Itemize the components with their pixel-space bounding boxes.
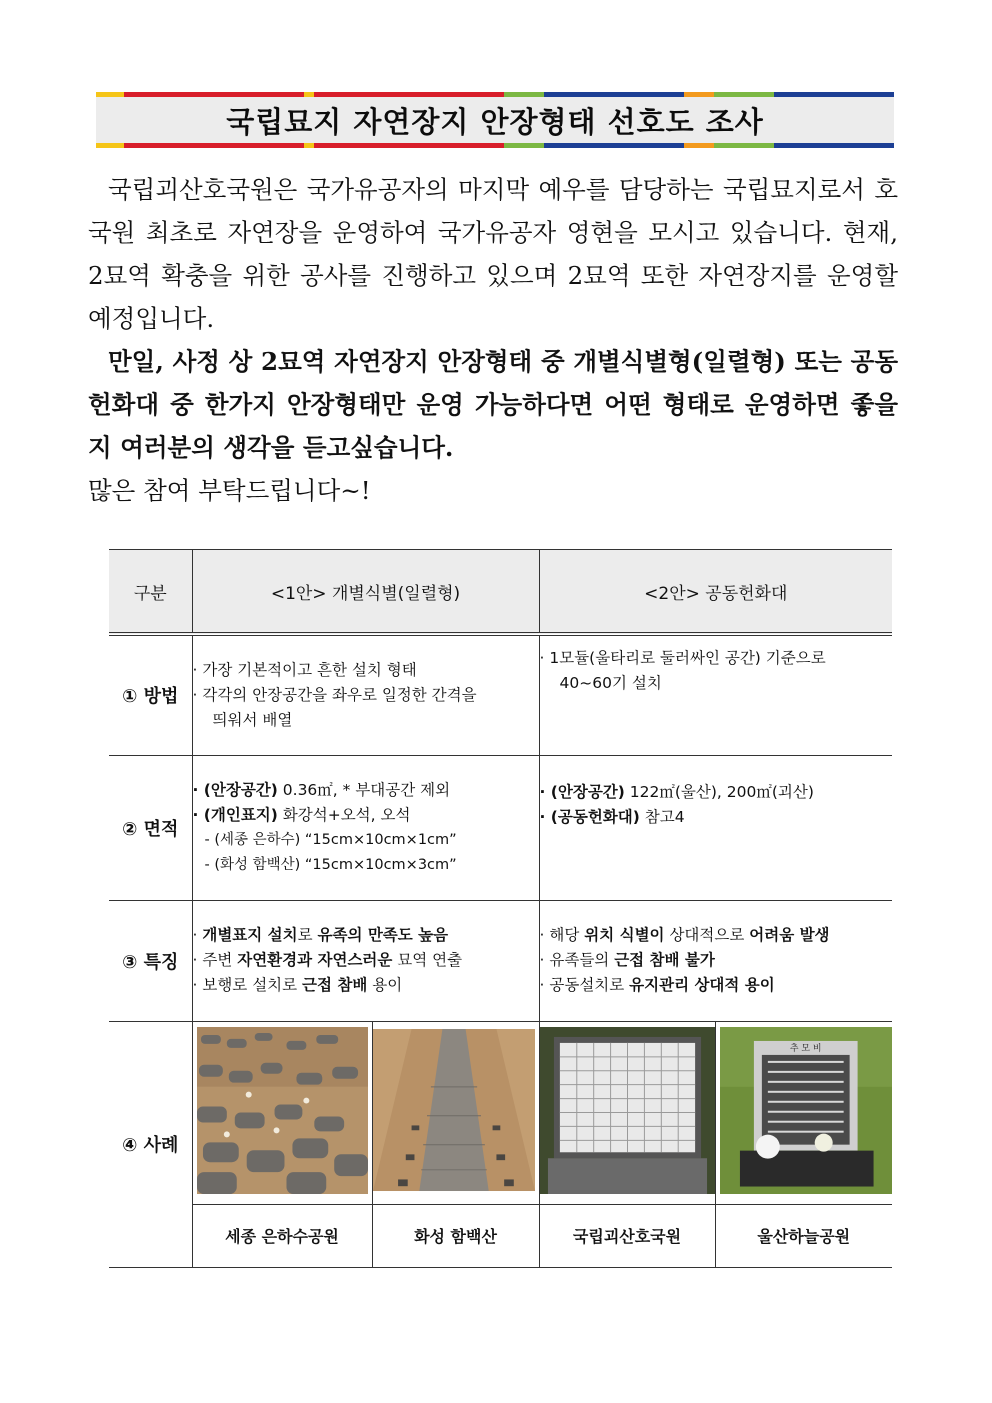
list-item: · 해당 위치 식별이 상대적으로 어려움 발생 [539,926,830,944]
list-item: · 보행로 설치로 근접 참배 용이 [192,976,403,994]
header-option-2: <2안> 공동헌화대 [539,550,892,635]
list-item: - (세종 은하수) “15cm×10cm×1cm” [204,831,457,848]
list-item: · 유족들의 근접 참배 불가 [539,951,715,969]
row-label-area: ② 면적 [109,755,192,900]
title-banner [96,92,894,148]
table-row-feature [109,900,892,1021]
caption-ulsan: 울산하늘공원 [715,1204,892,1267]
caption-hwaseong: 화성 함백산 [372,1204,539,1267]
list-item: · 각각의 안장공간을 좌우로 일정한 간격을 [192,685,477,704]
photo-hwaseong [372,1021,539,1204]
intro-paragraph-1: 국립괴산호국원은 국가유공자의 마지막 예우를 담당하는 국립묘지로서 호국원 최초로 자연장을 운영하여 국가유공자 영현을 모시고 있습니다. 현재, 2묘역 확충을 위한 공사를 진행하고 있으며 2묘역 또한 자연장지를 운영할 예정입니다. [88,175,898,333]
list-item: · 주변 자연환경과 자연스러운 묘역 연출 [192,951,463,969]
list-item: · (공동헌화대) 참고4 [539,807,685,826]
photo-goesan [539,1021,715,1204]
row-label-method: ① 방법 [109,634,192,755]
intro-paragraph-3: 많은 참여 부탁드립니다~! [88,476,371,505]
list-item: 40~60기 설치 [559,674,662,692]
list-item: · 1모듈(울타리로 둘러싸인 공간) 기준으로 [539,649,826,667]
list-item: · (안장공간) 122㎡(울산), 200㎡(괴산) [539,782,814,801]
list-item: · 개별표지 설치로 유족의 만족도 높음 [192,926,449,944]
header-option-1: <1안> 개별식별(일렬형) [192,550,539,635]
method-option-2 [539,634,892,755]
method-option-1 [192,634,539,755]
table-row-example-captions [109,1204,892,1267]
feature-option-1 [192,900,539,1021]
memorial-title: 추 모 비 [789,1043,822,1054]
list-item: · (안장공간) 0.36㎡, * 부대공간 제외 [192,780,451,799]
list-item: · 가장 기본적이고 흔한 설치 형태 [192,660,417,679]
list-item: · (개인표지) 화강석+오석, 오석 [192,805,411,824]
title-bottom-bar [96,143,894,148]
table-row-example-photos [109,1021,892,1204]
table-row-method [109,634,892,755]
area-option-1 [192,755,539,900]
list-item: 띄워서 배열 [212,710,293,729]
feature-option-2 [539,900,892,1021]
row-label-feature: ③ 특징 [109,900,192,1021]
intro-text [88,168,898,512]
photo-sejong [192,1021,372,1204]
page-title: 국립묘지 자연장지 안장형태 선호도 조사 [226,104,764,139]
table-row-area [109,755,892,900]
caption-sejong: 세종 은하수공원 [192,1204,372,1267]
header-category: 구분 [109,550,192,635]
table-header-row [109,550,892,635]
list-item: - (화성 함백산) “15cm×10cm×3cm” [204,856,457,873]
caption-goesan: 국립괴산호국원 [539,1204,715,1267]
list-item: · 공동설치로 유지관리 상대적 용이 [539,976,775,994]
photo-ulsan [715,1021,892,1204]
comparison-table [109,549,892,1268]
area-option-2 [539,755,892,900]
intro-paragraph-2: 만일, 사정 상 2묘역 자연장지 안장형태 중 개별식별형(일렬형) 또는 공동헌화대 중 한가지 안장형태만 운영 가능하다면 어떤 형태로 운영하면 좋을지 여러분의 생각을 듣고싶습니다. [88,347,898,462]
row-label-example: ④ 사례 [109,1021,192,1267]
title-box [96,97,894,143]
